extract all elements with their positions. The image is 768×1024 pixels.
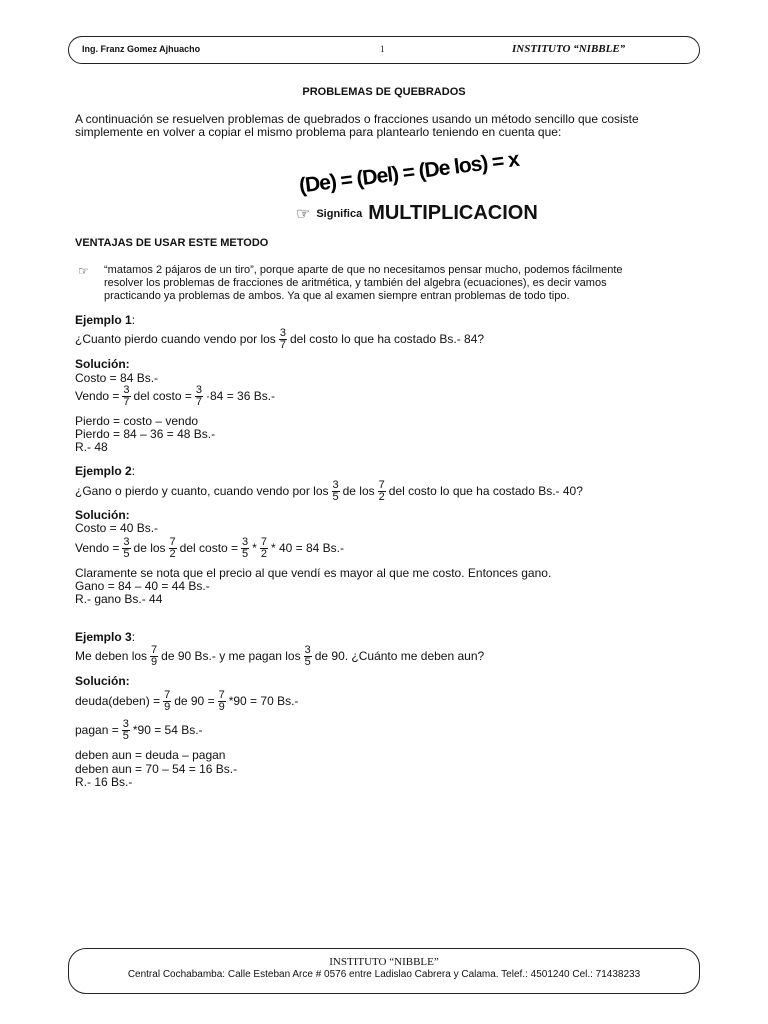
fraction [150, 645, 158, 668]
example-1-colon: : [131, 313, 136, 327]
fraction [218, 690, 226, 713]
ventajas-line-1: “matamos 2 pájaros de un tiro”, porque aparte de que no necesitamos pensar mucho, podemos fácilmente [104, 264, 623, 276]
footer-address: Central Cochabamba: Calle Esteban Arce # 0576 entre Ladislao Cabrera y Calama. Telef.: 4501240 Cel.: 71438233 [127, 969, 641, 980]
e2-question-pre: ¿Gano o pierdo y cuanto, cuando vendo por los [75, 484, 329, 498]
fraction-numerator: 3 [304, 644, 311, 656]
author-name: Ing. Franz Gomez Ajhuacho [82, 44, 201, 54]
significa-label: Significa [316, 207, 363, 220]
e2-solution-label: Solución: [75, 508, 130, 522]
e3-deuda-a: deuda(deben) = [75, 694, 161, 708]
page-header [68, 36, 700, 64]
e2-vendo-line [75, 537, 344, 560]
fraction-numerator: 7 [169, 536, 176, 548]
example-2-label: Ejemplo 2 [75, 464, 132, 478]
fraction-denominator: 9 [164, 701, 171, 713]
intro-line-1: A continuación se resuelven problemas de quebrados o fracciones usando un método sencillo que cosiste [75, 112, 639, 126]
e3-question-pre: Me deben los [75, 649, 148, 663]
fraction-numerator: 3 [123, 536, 130, 548]
footer-institute: INSTITUTO “NIBBLE” [329, 956, 439, 968]
e2-vendo-d: * 40 = 84 Bs.- [270, 541, 345, 555]
e2-vendo-a: Vendo = [75, 541, 120, 555]
multiplicacion-label: MULTIPLICACION [368, 202, 538, 224]
e1-vendo-c: ·84 = 36 Bs.- [206, 389, 276, 403]
fraction-numerator: 7 [378, 479, 385, 491]
fraction-numerator: 7 [151, 644, 158, 656]
fraction-denominator: 5 [304, 656, 311, 668]
ventajas-heading: VENTAJAS DE USAR ESTE METODO [75, 237, 269, 249]
example-3-label: Ejemplo 3 [75, 630, 132, 644]
fraction-numerator: 7 [260, 536, 267, 548]
fraction-numerator: 7 [164, 689, 171, 701]
fraction-denominator: 7 [279, 339, 286, 351]
e2-result: R.- gano Bs.- 44 [75, 592, 163, 606]
e3-solution-label: Solución: [75, 674, 130, 688]
fraction [378, 480, 386, 503]
fraction-denominator: 7 [123, 396, 130, 408]
ventajas-line-2: resolver los problemas de fracciones de aritmética, y también del algebra (ecuaciones), es decir vamos [104, 277, 607, 289]
page-number: 1 [380, 44, 385, 54]
pointing-hand-icon: ☞ [296, 205, 311, 223]
e1-vendo-line [75, 385, 275, 408]
example-1-heading [75, 314, 135, 327]
fraction [332, 480, 340, 503]
fraction [122, 537, 130, 560]
e2-claramente: Claramente se nota que el precio al que vendí es mayor al que me costo. Entonces gano. [75, 566, 552, 580]
fraction [279, 328, 287, 351]
e1-pierdo-2: Pierdo = 84 – 36 = 48 Bs.- [75, 427, 216, 441]
e1-question-pre: ¿Cuanto pierdo cuando vendo por los [75, 332, 276, 346]
fraction-numerator: 3 [122, 718, 129, 730]
fraction-denominator: 9 [151, 656, 158, 668]
fraction-denominator: 2 [260, 548, 267, 560]
example-1-label: Ejemplo 1 [75, 313, 132, 327]
fraction [195, 385, 203, 408]
e3-pagan-line [75, 719, 203, 742]
fraction-denominator: 5 [123, 548, 130, 560]
fraction-denominator: 5 [332, 491, 339, 503]
e1-costo: Costo = 84 Bs.- [75, 371, 159, 385]
fraction-denominator: 9 [218, 701, 225, 713]
e1-question-post: del costo lo que ha costado Bs.- 84? [289, 332, 485, 346]
example-2-question [75, 480, 583, 503]
fraction [163, 690, 171, 713]
page-title: PROBLEMAS DE QUEBRADOS [302, 86, 466, 98]
fraction [169, 537, 177, 560]
example-3-colon: : [131, 630, 136, 644]
example-2-heading [75, 465, 135, 478]
fraction-numerator: 3 [332, 479, 339, 491]
e2-gano: Gano = 84 – 40 = 44 Bs.- [75, 579, 210, 593]
fraction [122, 385, 130, 408]
example-1-question [75, 328, 484, 351]
fraction-numerator: 3 [279, 327, 286, 339]
e2-vendo-b: de los [133, 541, 166, 555]
formula-graphic [296, 146, 520, 198]
fraction [122, 719, 130, 742]
e1-pierdo-1: Pierdo = costo – vendo [75, 414, 199, 428]
ventajas-paragraph [104, 264, 623, 303]
e1-solution-label: Solución: [75, 357, 130, 371]
fraction-numerator: 3 [242, 536, 249, 548]
e1-result: R.- 48 [75, 440, 108, 454]
intro-paragraph [75, 113, 639, 139]
e2-question-post: del costo lo que ha costado Bs.- 40? [388, 484, 583, 498]
e3-question-mid: de 90 Bs.- y me pagan los [161, 649, 301, 663]
e3-deben-aun-2: deben aun = 70 – 54 = 16 Bs.- [75, 762, 238, 776]
significa-row [296, 202, 538, 225]
e3-deben-aun-1: deben aun = deuda – pagan [75, 748, 226, 762]
ventajas-line-3: practicando ya problemas de ambos. Ya que al examen siempre entran problemas de todo tipo. [104, 290, 570, 302]
formula-text: (De) = (Del) = (De los) = x [297, 147, 520, 198]
example-3-question [75, 645, 484, 668]
e3-deuda-line [75, 690, 298, 713]
fraction [260, 537, 268, 560]
e2-question-mid: de los [342, 484, 375, 498]
fraction-numerator: 7 [218, 689, 225, 701]
e3-result: R.- 16 Bs.- [75, 775, 133, 789]
e3-question-post: de 90. ¿Cuánto me deben aun? [314, 649, 485, 663]
e2-costo: Costo = 40 Bs.- [75, 521, 159, 535]
e3-pagan-b: *90 = 54 Bs.- [132, 723, 203, 737]
page-footer [68, 948, 700, 994]
fraction-numerator: 3 [195, 384, 203, 396]
e3-deuda-c: *90 = 70 Bs.- [228, 694, 299, 708]
fraction [304, 645, 312, 668]
e2-vendo-c: del costo = [179, 541, 239, 555]
fraction-denominator: 2 [378, 491, 385, 503]
fraction-denominator: 5 [122, 730, 129, 742]
fraction-denominator: 7 [195, 396, 203, 408]
fraction [241, 537, 249, 560]
pointing-hand-bullet-icon: ☞ [78, 264, 89, 278]
header-institute: INSTITUTO “NIBBLE” [512, 43, 626, 55]
e1-vendo-a: Vendo = [75, 389, 120, 403]
e3-deuda-b: de 90 = [174, 694, 215, 708]
e2-vendo-star: * [252, 541, 257, 555]
e1-vendo-b: del costo = [133, 389, 192, 403]
e3-pagan-a: pagan = [75, 723, 119, 737]
fraction-numerator: 3 [123, 384, 130, 396]
example-3-heading [75, 631, 135, 644]
fraction-denominator: 5 [242, 548, 249, 560]
fraction-denominator: 2 [169, 548, 176, 560]
example-2-colon: : [131, 464, 136, 478]
intro-line-2: simplemente en volver a copiar el mismo problema para plantearlo teniendo en cuenta que: [75, 125, 562, 139]
